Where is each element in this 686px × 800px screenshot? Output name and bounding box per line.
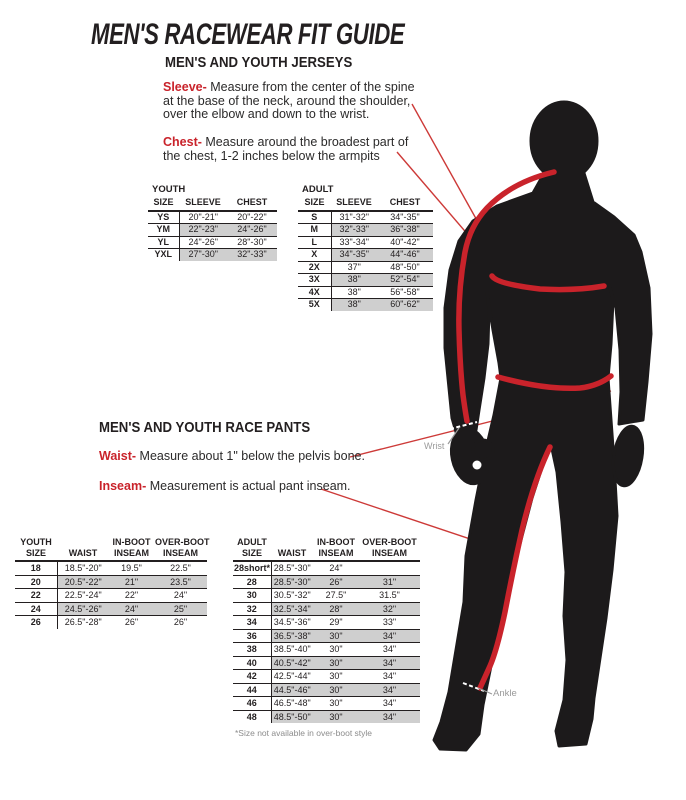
chest-label: Chest- [163,135,202,149]
value-cell: 32.5"-34" [271,602,313,616]
table-row [298,274,433,287]
column-header: OVER-BOOT INSEAM [359,537,420,561]
column-header: CHEST [227,197,277,211]
value-cell: 56"-58" [377,286,433,299]
value-cell: 30" [313,710,359,723]
sleeve-label: Sleeve- [163,80,207,94]
column-header: IN-BOOT INSEAM [109,537,154,561]
value-cell: 34" [359,670,420,684]
table-row [233,616,420,630]
table-row [298,286,433,299]
adult-jersey-table [298,197,433,311]
value-cell: 60"-62" [377,299,433,311]
size-cell: 24 [15,602,57,616]
column-header: WAIST [271,537,313,561]
value-cell: 31"-32" [331,211,377,224]
table-row [233,656,420,670]
value-cell: 25" [154,602,207,616]
value-cell: 24"-26" [227,224,277,237]
chest-text: Measure around the broadest part of the chest, 1-2 inches below the armpits [163,135,409,163]
size-cell: 46 [233,697,271,711]
column-header: WAIST [57,537,109,561]
value-cell: 36.5"-38" [271,629,313,643]
value-cell: 36"-38" [377,224,433,237]
head-silhouette [531,102,597,180]
size-cell: YL [148,236,179,249]
size-cell: 26 [15,616,57,629]
value-cell: 20.5"-22" [57,575,109,589]
table-row [15,561,207,575]
size-cell: 38 [233,643,271,657]
table-row [15,602,207,616]
value-cell: 30" [313,683,359,697]
value-cell: 34"-35" [377,211,433,224]
value-cell: 30" [313,656,359,670]
value-cell: 22.5"-24" [57,589,109,603]
table-row [233,643,420,657]
size-cell: 5X [298,299,331,311]
value-cell: 22" [109,589,154,603]
value-cell: 44.5"-46" [271,683,313,697]
value-cell: 26" [124,617,139,627]
value-cell [359,561,420,575]
table-row [148,224,277,237]
size-cell: 3X [298,274,331,287]
size-cell: YM [148,224,179,237]
table-row [15,589,207,603]
table-row [233,697,420,711]
value-cell: 26" [313,575,359,589]
value-cell: 24" [313,561,359,575]
size-cell: 20 [15,575,57,589]
value-cell: 22.5" [154,561,207,575]
size-cell: 28 [233,575,271,589]
table-row [298,299,433,311]
chest-instructions [163,136,411,163]
size-cell: 44 [233,683,271,697]
value-cell: 33"-34" [331,236,377,249]
value-cell: 28"-30" [227,236,277,249]
inseam-label: Inseam- [99,479,147,493]
waist-text: Measure about 1" below the pelvis bone. [139,449,365,463]
table-row [148,211,277,224]
value-cell: 32" [359,602,420,616]
table-row [298,236,433,249]
size-cell: L [298,236,331,249]
column-header: SLEEVE [331,197,377,211]
table-row [233,670,420,684]
size-cell: 18 [15,561,57,575]
value-cell: 23.5" [154,575,207,589]
value-cell: 26.5"-28" [64,617,102,627]
value-cell: 38" [331,286,377,299]
sleeve-instructions [163,81,421,122]
value-cell: 30" [313,629,359,643]
table-row [233,710,420,723]
table-row [298,249,433,262]
column-header: SIZE [148,197,179,211]
wrist-point-label: Wrist [424,441,445,451]
header-row [298,197,433,211]
value-cell: 30.5"-32" [271,589,313,603]
header-row [233,537,420,561]
value-cell: 37" [331,261,377,274]
size-cell: 32 [233,602,271,616]
value-cell: 31.5" [359,589,420,603]
value-cell: 28.5"-30" [271,575,313,589]
pants-section-heading: MEN'S AND YOUTH RACE PANTS [99,419,311,436]
youth-jersey-block [148,184,277,261]
value-cell: 28.5"-30" [271,561,313,575]
value-cell: 24"-26" [179,236,227,249]
value-cell: 32"-33" [331,224,377,237]
size-cell: 22 [15,589,57,603]
value-cell: 28" [313,602,359,616]
table-row [148,249,277,261]
value-cell: 34.5"-36" [271,616,313,630]
size-cell: S [298,211,331,224]
value-cell: 34" [359,656,420,670]
adult-jersey-group-label: ADULT [302,184,334,195]
value-cell: 38" [331,299,377,311]
value-cell: 34" [359,643,420,657]
value-cell: 20"-21" [179,211,227,224]
table-row [233,629,420,643]
table-row [233,575,420,589]
value-cell: 34"-35" [331,249,377,262]
size-cell: 30 [233,589,271,603]
column-header: SIZE [298,197,331,211]
header-row [148,197,277,211]
value-cell: 38" [331,274,377,287]
table-row [298,211,433,224]
value-cell: 27.5" [313,589,359,603]
value-cell: 34" [359,697,420,711]
column-header: ADULT SIZE [233,537,271,561]
youth-jersey-group-label: YOUTH [152,184,186,195]
value-cell: 24.5"-26" [57,602,109,616]
value-cell: 34" [359,710,420,723]
value-cell: 29" [313,616,359,630]
inseam-text: Measurement is actual pant inseam. [149,479,351,493]
adult-jersey-block [298,184,433,311]
table-row [15,616,207,629]
size-cell: M [298,224,331,237]
page-title: MEN'S RACEWEAR FIT GUIDE [91,18,405,51]
value-cell: 30" [313,643,359,657]
youth-pants-block [15,537,210,629]
header-row [15,537,207,561]
value-cell: 34" [359,683,420,697]
jerseys-section-heading: MEN'S AND YOUTH JERSEYS [165,54,353,71]
adult-pants-table [233,537,420,723]
youth-pants-table [15,537,210,629]
value-cell: 34" [359,629,420,643]
value-cell: 40"-42" [377,236,433,249]
fist-gap [473,461,482,470]
value-cell: 26" [173,617,188,627]
value-cell: 46.5"-48" [271,697,313,711]
size-cell: 42 [233,670,271,684]
value-cell: 52"-54" [377,274,433,287]
waist-instructions [99,450,399,464]
value-cell: 38.5"-40" [271,643,313,657]
column-header: YOUTH SIZE [15,537,57,561]
table-row [298,224,433,237]
size-cell: 28short* [234,563,271,573]
table-row [298,261,433,274]
value-cell: 24" [109,602,154,616]
column-header: CHEST [377,197,433,211]
left-thumb-silhouette [473,440,493,460]
table-row [15,575,207,589]
value-cell: 40.5"-42" [271,656,313,670]
value-cell: 27"-30" [179,249,227,261]
value-cell: 19.5" [109,561,154,575]
size-cell: X [298,249,331,262]
value-cell: 42.5"-44" [271,670,313,684]
value-cell: 33" [359,616,420,630]
adult-pants-block [233,537,420,738]
value-cell: 44"-46" [377,249,433,262]
table-row [233,589,420,603]
value-cell: 24" [154,589,207,603]
youth-jersey-table [148,197,277,261]
value-cell: 32"-33" [227,249,277,261]
size-cell: 40 [233,656,271,670]
size-cell: 34 [233,616,271,630]
size-cell: 48 [233,710,271,723]
value-cell: 48"-50" [377,261,433,274]
value-cell: 21" [109,575,154,589]
value-cell: 30" [313,697,359,711]
right-hand-silhouette [609,424,646,488]
value-cell: 22"-23" [179,224,227,237]
value-cell: 20"-22" [227,211,277,224]
value-cell: 31" [359,575,420,589]
value-cell: 18.5"-20" [57,561,109,575]
size-cell: YXL [148,249,179,261]
size-cell: 36 [233,629,271,643]
value-cell: 30" [313,670,359,684]
table-row [233,561,420,575]
table-row [233,602,420,616]
column-header: IN-BOOT INSEAM [313,537,359,561]
table-row [233,683,420,697]
column-header: SLEEVE [179,197,227,211]
size-cell: 4X [298,286,331,299]
value-cell: 48.5"-50" [271,710,313,723]
column-header: OVER-BOOT INSEAM [154,537,207,561]
waist-label: Waist- [99,449,137,463]
sleeve-text: Measure from the center of the spine at the base of the neck, around the shoulder, over the elbow and down to the wrist. [163,80,415,121]
size-cell: 2X [298,261,331,274]
table-row [148,236,277,249]
size-cell: YS [148,211,179,224]
size-footnote: *Size not available in over-boot style [235,728,373,738]
inseam-instructions [99,480,399,494]
ankle-point-label: Ankle [493,688,517,699]
